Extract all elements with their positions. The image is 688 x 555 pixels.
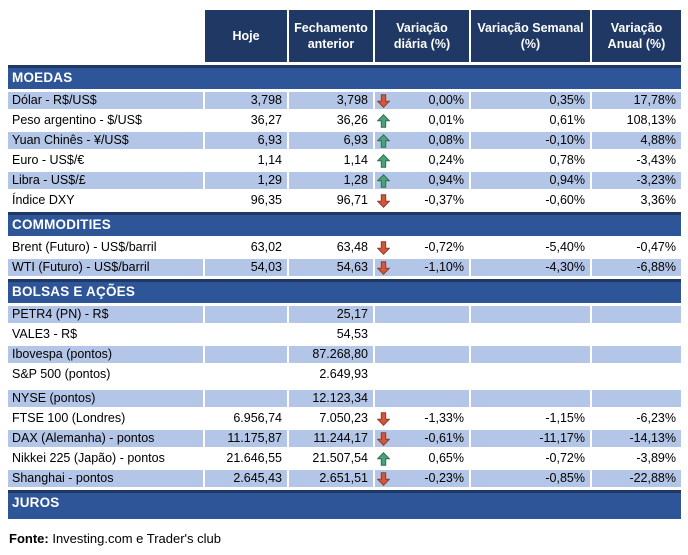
up-arrow-icon [377, 174, 390, 188]
down-arrow-icon [377, 94, 390, 108]
cell-fechamento-anterior: 11.244,17 [289, 430, 373, 447]
table-body [8, 65, 681, 519]
table-row [8, 239, 681, 256]
cell-variacao-semanal: -0,72% [545, 451, 585, 465]
table-row [8, 470, 681, 487]
cell-variacao-semanal: 0,94% [471, 172, 590, 189]
table-row [8, 346, 681, 363]
row-label: Libra - US$/£ [8, 172, 203, 189]
cell-variacao-diaria: 0,01% [375, 112, 469, 129]
cell-variacao-diaria: 0,08% [375, 132, 469, 149]
cell-variacao-semanal: 0,35% [471, 92, 590, 109]
cell-variacao-anual: -22,88% [592, 470, 681, 487]
row-label: Dólar - R$/US$ [8, 92, 203, 109]
cell-fechamento-anterior: 1,28 [289, 172, 373, 189]
section-band-bolsas-e-a-es: BOLSAS E AÇÕES [8, 279, 681, 303]
cell-fechamento-anterior: 2.649,93 [319, 367, 368, 381]
source-text: Investing.com e Trader's club [48, 531, 222, 546]
table-row [8, 259, 681, 276]
up-arrow-icon [377, 114, 390, 128]
cell-variacao-diaria: -0,23% [375, 470, 469, 487]
cell-variacao-anual [592, 326, 681, 343]
cell-variacao-anual: -6,23% [636, 411, 676, 425]
cell-variacao-anual: -3,43% [636, 153, 676, 167]
row-label: Nikkei 225 (Japão) - pontos [12, 451, 165, 465]
cell-variacao-semanal: -5,40% [545, 240, 585, 254]
cell-variacao-semanal: -0,60% [545, 193, 585, 207]
row-label: Yuan Chinês - ¥/US$ [8, 132, 203, 149]
column-header-hoje: Hoje [205, 10, 287, 62]
cell-hoje [205, 366, 287, 383]
cell-variacao-semanal [471, 366, 590, 383]
down-arrow-icon [377, 194, 390, 208]
down-arrow-icon [377, 432, 390, 446]
cell-variacao-anual: 17,78% [592, 92, 681, 109]
row-label: Peso argentino - $/US$ [12, 113, 142, 127]
section-band-moedas: MOEDAS [8, 65, 681, 89]
cell-variacao-diaria [375, 366, 469, 383]
cell-variacao-anual [592, 346, 681, 363]
row-label: NYSE (pontos) [8, 390, 203, 407]
table-row [8, 390, 681, 407]
row-label: DAX (Alemanha) - pontos [8, 430, 203, 447]
cell-hoje: 1,14 [257, 153, 282, 167]
down-arrow-icon [377, 472, 390, 486]
cell-fechamento-anterior: 87.268,80 [289, 346, 373, 363]
cell-variacao-anual: -3,89% [636, 451, 676, 465]
cell-variacao-anual: 4,88% [592, 132, 681, 149]
cell-variacao-anual: -14,13% [592, 430, 681, 447]
source-note [8, 531, 681, 546]
cell-variacao-semanal [471, 326, 590, 343]
row-label: Brent (Futuro) - US$/barril [12, 240, 157, 254]
row-label: FTSE 100 (Londres) [12, 411, 126, 425]
row-label: WTI (Futuro) - US$/barril [8, 259, 203, 276]
cell-hoje [205, 306, 287, 323]
cell-fechamento-anterior: 54,63 [289, 259, 373, 276]
cell-fechamento-anterior: 36,26 [336, 113, 368, 127]
section-band-commodities: COMMODITIES [8, 212, 681, 236]
cell-variacao-anual [592, 390, 681, 407]
table-row [8, 132, 681, 149]
cell-variacao-anual: 3,36% [640, 193, 676, 207]
cell-variacao-semanal: -11,17% [471, 430, 590, 447]
down-arrow-icon [377, 241, 390, 255]
row-label: Euro - US$/€ [12, 153, 85, 167]
cell-variacao-diaria: 0,65% [375, 450, 469, 467]
cell-variacao-diaria [375, 390, 469, 407]
up-arrow-icon [377, 452, 390, 466]
column-header-row [8, 10, 681, 62]
cell-hoje [205, 390, 287, 407]
cell-hoje: 21.646,55 [226, 451, 282, 465]
table-row [8, 192, 681, 209]
row-label: Ibovespa (pontos) [8, 346, 203, 363]
section-band-juros: JUROS [8, 490, 681, 519]
cell-variacao-diaria: -0,61% [375, 430, 469, 447]
cell-hoje: 3,798 [205, 92, 287, 109]
row-label: Índice DXY [12, 193, 75, 207]
cell-fechamento-anterior: 2.651,51 [289, 470, 373, 487]
cell-variacao-anual: -6,88% [592, 259, 681, 276]
cell-variacao-diaria [375, 306, 469, 323]
column-header-variacao-diaria: Variação diária (%) [375, 10, 469, 62]
down-arrow-icon [377, 412, 390, 426]
header-spacer [8, 10, 203, 62]
cell-hoje: 6,93 [205, 132, 287, 149]
table-row [8, 430, 681, 447]
cell-fechamento-anterior: 3,798 [289, 92, 373, 109]
row-label: PETR4 (PN) - R$ [8, 306, 203, 323]
row-label: S&P 500 (pontos) [12, 367, 111, 381]
cell-variacao-anual: -3,23% [592, 172, 681, 189]
table-row [8, 172, 681, 189]
cell-variacao-anual [592, 366, 681, 383]
table-row [8, 366, 681, 383]
table-row [8, 92, 681, 109]
row-label: Shanghai - pontos [8, 470, 203, 487]
cell-fechamento-anterior: 1,14 [343, 153, 368, 167]
cell-hoje: 11.175,87 [205, 430, 287, 447]
cell-variacao-anual: 108,13% [626, 113, 676, 127]
row-label: VALE3 - R$ [12, 327, 78, 341]
cell-hoje: 63,02 [250, 240, 282, 254]
cell-variacao-diaria: -0,37% [375, 192, 469, 209]
down-arrow-icon [377, 261, 390, 275]
source-label: Fonte: [9, 531, 49, 546]
cell-fechamento-anterior: 12.123,34 [289, 390, 373, 407]
table-row [8, 152, 681, 169]
cell-fechamento-anterior: 96,71 [336, 193, 368, 207]
cell-variacao-diaria: 0,00% [375, 92, 469, 109]
cell-variacao-anual [592, 306, 681, 323]
cell-variacao-semanal: -4,30% [471, 259, 590, 276]
cell-variacao-diaria: 0,94% [375, 172, 469, 189]
up-arrow-icon [377, 134, 390, 148]
column-header-variacao-semanal: Variação Semanal (%) [471, 10, 590, 62]
cell-hoje: 6.956,74 [233, 411, 282, 425]
cell-hoje: 2.645,43 [205, 470, 287, 487]
cell-variacao-diaria [375, 326, 469, 343]
cell-variacao-diaria: -0,72% [375, 239, 469, 256]
cell-variacao-diaria [375, 346, 469, 363]
cell-variacao-diaria: -1,33% [375, 410, 469, 427]
cell-hoje: 96,35 [250, 193, 282, 207]
up-arrow-icon [377, 154, 390, 168]
column-header-fechamento: Fechamento anterior [289, 10, 373, 62]
cell-fechamento-anterior: 6,93 [289, 132, 373, 149]
table-row [8, 410, 681, 427]
cell-variacao-semanal: -0,85% [471, 470, 590, 487]
column-header-variacao-anual: Variação Anual (%) [592, 10, 681, 62]
cell-fechamento-anterior: 63,48 [336, 240, 368, 254]
cell-hoje: 36,27 [250, 113, 282, 127]
cell-variacao-diaria: 0,24% [375, 152, 469, 169]
table-row [8, 450, 681, 467]
table-row [8, 306, 681, 323]
cell-hoje: 1,29 [205, 172, 287, 189]
cell-hoje [205, 346, 287, 363]
cell-hoje [205, 326, 287, 343]
cell-variacao-semanal [471, 390, 590, 407]
cell-fechamento-anterior: 54,53 [336, 327, 368, 341]
table-row [8, 326, 681, 343]
cell-fechamento-anterior: 7.050,23 [319, 411, 368, 425]
cell-variacao-semanal: 0,61% [549, 113, 585, 127]
table-row [8, 112, 681, 129]
market-table [8, 10, 681, 519]
cell-variacao-semanal: -1,15% [545, 411, 585, 425]
cell-variacao-semanal [471, 346, 590, 363]
cell-variacao-semanal [471, 306, 590, 323]
cell-variacao-anual: -0,47% [636, 240, 676, 254]
cell-variacao-semanal: 0,78% [549, 153, 585, 167]
cell-hoje: 54,03 [205, 259, 287, 276]
cell-fechamento-anterior: 25,17 [289, 306, 373, 323]
cell-variacao-semanal: -0,10% [471, 132, 590, 149]
cell-variacao-diaria: -1,10% [375, 259, 469, 276]
cell-fechamento-anterior: 21.507,54 [312, 451, 368, 465]
